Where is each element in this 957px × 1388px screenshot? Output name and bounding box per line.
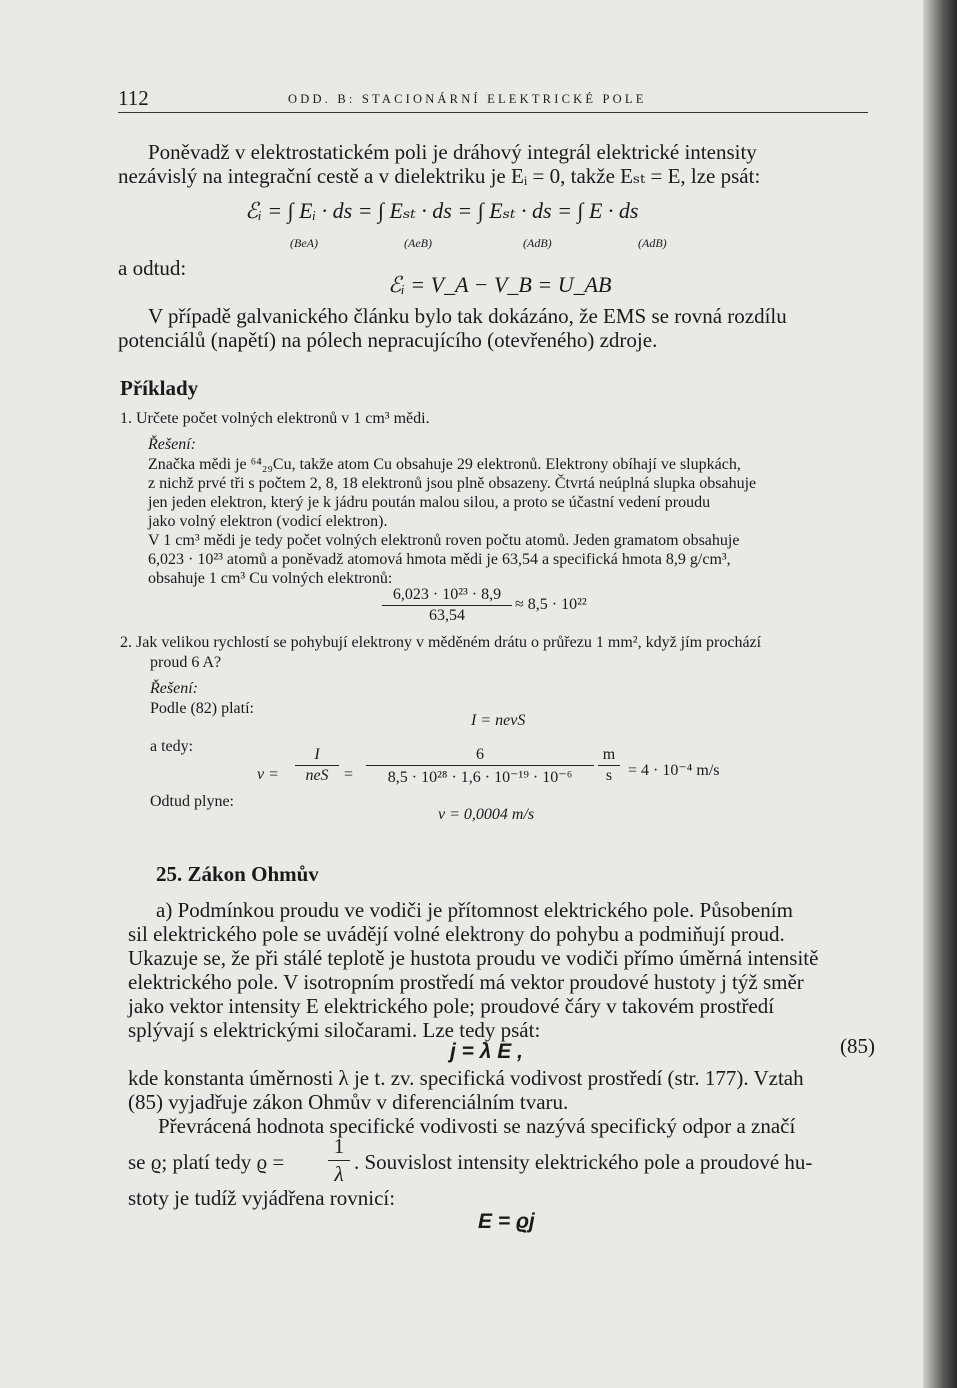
example-1-question: 1. Určete počet volných elektronů v 1 cm³ mědi.	[120, 410, 430, 427]
example-1-solution-label: Řešení:	[148, 436, 196, 453]
fraction-numerator: 6,023 · 10²³ · 8,9	[392, 586, 502, 603]
limit-bea: (BeA)	[290, 236, 318, 250]
example-1-line: 6,023 · 10²³ atomů a poněvadž atomová hmota mědi je 63,54 a specifická hmota 8,9 g/cm³,	[148, 551, 731, 568]
example-1-line: jen jeden elektron, který je k jádru poután malou silou, a proto se účastní vedení proudu	[148, 494, 711, 511]
rho-definition-prefix: se ϱ; platí tedy ϱ =	[128, 1150, 285, 1174]
example-2-question-line-2: proud 6 A?	[150, 654, 222, 671]
section-line: a) Podmínkou proudu ve vodiči je přítomnost elektrického pole. Působením	[156, 898, 793, 922]
example-1-line: V 1 cm³ mědi je tedy počet volných elektronů roven počtu atomů. Jeden gramatom obsahuje	[148, 532, 740, 549]
fraction-bar	[598, 765, 620, 766]
section-after-line: Převrácená hodnota specifické vodivosti se nazývá specifický odpor a značí	[158, 1114, 796, 1138]
example-1-line: jako volný elektron (vodicí elektron).	[148, 513, 388, 530]
fraction-denominator: 63,54	[429, 607, 465, 624]
section-line: Ukazuje se, že při stálé teplotě je hustota proudu ve vodiči přímo úměrná intensitě	[128, 946, 819, 970]
fraction-denominator: λ	[334, 1162, 344, 1186]
limit-aeb: (AeB)	[404, 236, 432, 250]
section-after-line: kde konstanta úměrnosti λ je t. zv. specifická vodivost prostředí (str. 177). Vztah	[128, 1066, 804, 1090]
equation-number: (85)	[840, 1034, 875, 1058]
electron-count-result: ≈ 8,5 · 10²²	[515, 596, 587, 613]
example-2-question-line-1: 2. Jak velikou rychlostí se pohybují elektrony v měděném drátu o průřezu 1 mm², když jím prochází	[120, 634, 762, 651]
limit-adb-1: (AdB)	[523, 236, 552, 250]
velocity-symbol: v =	[257, 766, 279, 783]
page-number: 112	[118, 86, 149, 110]
section-line: splývají s elektrickými siločarami. Lze tedy psát:	[128, 1018, 541, 1042]
podle-label: Podle (82) platí:	[150, 700, 254, 717]
book-spine-shadow	[923, 0, 957, 1388]
page-header	[118, 86, 868, 113]
section-heading: 25. Zákon Ohmův	[156, 862, 319, 886]
electron-count-fraction	[382, 586, 512, 625]
example-1-line: z nichž prvé tři s počtem 2, 8, 18 elektronů jsou plně obsazeny. Čtvrtá neúplná slupka obsahuje	[148, 475, 757, 492]
section-last-line: stoty je tudíž vyjádřena rovnicí:	[128, 1186, 396, 1210]
fraction-i-over-nes	[295, 746, 339, 785]
final-equation: E = ϱj	[478, 1210, 535, 1233]
equals-sign: =	[344, 766, 354, 783]
intro-line-1: Poněvadž v elektrostatickém poli je dráhový integrál elektrické intensity	[148, 140, 757, 164]
fraction-denominator: neS	[305, 767, 329, 784]
a-odtud-label: a odtud:	[118, 256, 187, 280]
section-title: ODD. B: STACIONÁRNÍ ELEKTRICKÉ POLE	[288, 92, 647, 106]
ems-line-2: potenciálů (napětí) na pólech nepracujícího (otevřeného) zdroje.	[118, 328, 658, 352]
fraction-numerator: I	[314, 746, 320, 763]
fraction-bar	[328, 1160, 350, 1161]
fraction-numerator: 1	[333, 1134, 345, 1158]
section-after-line: (85) vyjadřuje zákon Ohmův v diferenciálním tvaru.	[128, 1090, 569, 1114]
final-velocity: v = 0,0004 m/s	[438, 806, 535, 823]
fraction-one-over-lambda	[328, 1134, 350, 1187]
fraction-bar	[382, 605, 512, 606]
intro-line-2: nezávislý na integrační cestě a v dielektriku je Eᵢ = 0, takže Eₛₜ = E, lze psát:	[118, 164, 761, 188]
example-2-solution-label: Řešení:	[150, 680, 198, 697]
section-line: jako vektor intensity E elektrického pole; proudové čáry v takovém prostředí	[128, 994, 775, 1018]
equation-current: I = nevS	[471, 712, 526, 729]
example-1-line: obsahuje 1 cm³ Cu volných elektronů:	[148, 570, 393, 587]
equation-emf-potential: ℰᵢ = V_A − V_B = U_AB	[388, 272, 612, 297]
fraction-bar	[366, 765, 594, 766]
fraction-numerator: 6	[476, 746, 484, 763]
section-line: elektrického pole. V isotropním prostředí má vektor proudové hustoty j týž směr	[128, 970, 804, 994]
ems-line-1: V případě galvanického článku bylo tak dokázáno, že EMS se rovná rozdílu	[148, 304, 787, 328]
fraction-units	[598, 746, 620, 785]
velocity-result: = 4 · 10⁻⁴ m/s	[628, 762, 720, 779]
ohm-equation: j = λ E ,	[450, 1040, 523, 1063]
example-1-line: Značka mědi je ⁶⁴₂₉Cu, takže atom Cu obsahuje 29 elektronů. Elektrony obíhají ve slupkách,	[148, 456, 741, 473]
odtud-plyne-label: Odtud plyne:	[150, 793, 234, 810]
examples-heading: Příklady	[120, 376, 199, 400]
section-line: sil elektrického pole se uvádějí volné elektrony do pohybu a podmiňují proud.	[128, 922, 785, 946]
rho-definition-suffix: . Souvislost intensity elektrického pole a proudové hu-	[354, 1150, 813, 1174]
a-tedy-label: a tedy:	[150, 738, 194, 755]
fraction-numerator: m	[602, 746, 616, 763]
fraction-bar	[295, 765, 339, 766]
fraction-denominator: 8,5 · 10²⁸ · 1,6 · 10⁻¹⁹ · 10⁻⁶	[387, 769, 573, 786]
fraction-denominator: s	[605, 767, 613, 784]
equation-emf-integral: ℰᵢ = ∫ Eᵢ · ds = ∫ Eₛₜ · ds = ∫ Eₛₜ · ds = ∫ E · ds	[245, 198, 639, 223]
fraction-numeric	[366, 746, 594, 787]
limit-adb-2: (AdB)	[638, 236, 667, 250]
